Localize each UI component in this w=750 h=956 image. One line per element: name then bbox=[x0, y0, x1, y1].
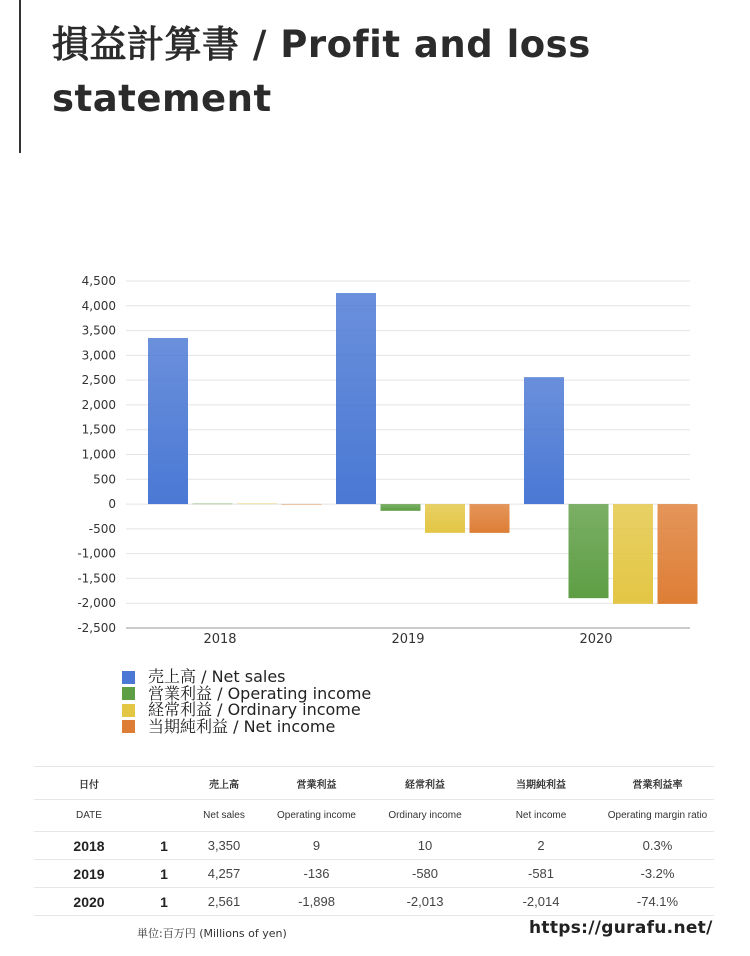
y-tick-label: 1,500 bbox=[81, 422, 116, 437]
header-blank-en bbox=[144, 800, 184, 832]
cell-ordinary: 10 bbox=[369, 832, 481, 860]
y-tick-label: -1,500 bbox=[77, 571, 116, 586]
page-title: 損益計算書 / Profit and loss statement bbox=[52, 23, 591, 120]
cell-margin: -74.1% bbox=[601, 888, 714, 916]
legend-label: 当期純利益 / Net income bbox=[148, 716, 336, 736]
header-operating-en: Operating income bbox=[264, 800, 369, 832]
cell-year: 2020 bbox=[34, 888, 144, 916]
unit-note: 単位:百万円 (Millions of yen) bbox=[137, 927, 287, 940]
legend-swatch bbox=[122, 671, 135, 684]
header-operating-ja: 営業利益 bbox=[264, 767, 369, 800]
cell-count: 1 bbox=[144, 832, 184, 860]
y-tick-label: 1,000 bbox=[81, 447, 116, 462]
bar-2018-0 bbox=[148, 338, 188, 504]
y-tick-label: 2,500 bbox=[81, 373, 116, 388]
bar-2019-3 bbox=[470, 504, 510, 533]
y-tick-label: -1,000 bbox=[77, 546, 116, 561]
chart-legend bbox=[122, 669, 371, 735]
table-header-en bbox=[34, 800, 714, 832]
y-tick-label: 0 bbox=[108, 497, 116, 512]
cell-margin: -3.2% bbox=[601, 860, 714, 888]
header-net-sales-en: Net sales bbox=[184, 800, 264, 832]
cell-net-sales: 3,350 bbox=[184, 832, 264, 860]
x-tick-label: 2018 bbox=[203, 632, 237, 647]
header-margin-ja: 営業利益率 bbox=[601, 767, 714, 800]
legend-label: 経常利益 / Ordinary income bbox=[148, 700, 361, 720]
header-net-income-en: Net income bbox=[481, 800, 601, 832]
header-ordinary-en: Ordinary income bbox=[369, 800, 481, 832]
x-tick-label: 2020 bbox=[579, 632, 613, 647]
header-date-ja: 日付 bbox=[34, 767, 144, 800]
bar-2019-0 bbox=[336, 293, 376, 504]
header-blank bbox=[144, 767, 184, 800]
cell-ordinary: -2,013 bbox=[369, 888, 481, 916]
header-net-sales-ja: 売上高 bbox=[184, 767, 264, 800]
y-tick-label: -2,000 bbox=[77, 596, 116, 611]
cell-net-income: -2,014 bbox=[481, 888, 601, 916]
header-margin-en: Operating margin ratio bbox=[601, 800, 714, 832]
cell-operating: -136 bbox=[264, 860, 369, 888]
header-net-income-ja: 当期純利益 bbox=[481, 767, 601, 800]
y-tick-label: -2,500 bbox=[77, 621, 116, 635]
cell-year: 2018 bbox=[34, 832, 144, 860]
y-tick-label: -500 bbox=[88, 521, 116, 536]
site-url[interactable]: https://gurafu.net/ bbox=[529, 918, 713, 938]
bar-2018-3 bbox=[282, 504, 322, 505]
bar-2020-2 bbox=[613, 504, 653, 604]
bar-2019-1 bbox=[381, 504, 421, 511]
cell-operating: 9 bbox=[264, 832, 369, 860]
y-tick-label: 500 bbox=[93, 472, 116, 487]
table-header-ja bbox=[34, 767, 714, 800]
bar-2020-0 bbox=[524, 377, 564, 504]
y-tick-label: 4,500 bbox=[81, 274, 116, 288]
bar-2020-1 bbox=[569, 504, 609, 598]
header-date-en: DATE bbox=[34, 800, 144, 832]
y-tick-label: 3,500 bbox=[81, 323, 116, 338]
bar-2020-3 bbox=[658, 504, 698, 604]
cell-net-sales: 4,257 bbox=[184, 860, 264, 888]
cell-operating: -1,898 bbox=[264, 888, 369, 916]
table-row bbox=[34, 832, 714, 860]
legend-swatch bbox=[122, 704, 135, 717]
x-tick-label: 2019 bbox=[391, 632, 425, 647]
y-tick-label: 3,000 bbox=[81, 348, 116, 363]
legend-label: 売上高 / Net sales bbox=[148, 667, 286, 687]
cell-ordinary: -580 bbox=[369, 860, 481, 888]
cell-net-income: 2 bbox=[481, 832, 601, 860]
legend-swatch bbox=[122, 720, 135, 733]
cell-count: 1 bbox=[144, 888, 184, 916]
financial-table bbox=[34, 766, 714, 916]
legend-label: 営業利益 / Operating income bbox=[148, 683, 372, 703]
header-ordinary-ja: 経常利益 bbox=[369, 767, 481, 800]
bar-2018-1 bbox=[193, 504, 233, 505]
y-tick-label: 2,000 bbox=[81, 397, 116, 412]
cell-count: 1 bbox=[144, 860, 184, 888]
table-row bbox=[34, 860, 714, 888]
table-row bbox=[34, 888, 714, 916]
cell-margin: 0.3% bbox=[601, 832, 714, 860]
legend-entry bbox=[122, 716, 371, 736]
bar-2018-2 bbox=[237, 504, 277, 505]
y-tick-label: 4,000 bbox=[81, 298, 116, 313]
cell-year: 2019 bbox=[34, 860, 144, 888]
cell-net-income: -581 bbox=[481, 860, 601, 888]
bar-2019-2 bbox=[425, 504, 465, 533]
legend-swatch bbox=[122, 687, 135, 700]
cell-net-sales: 2,561 bbox=[184, 888, 264, 916]
